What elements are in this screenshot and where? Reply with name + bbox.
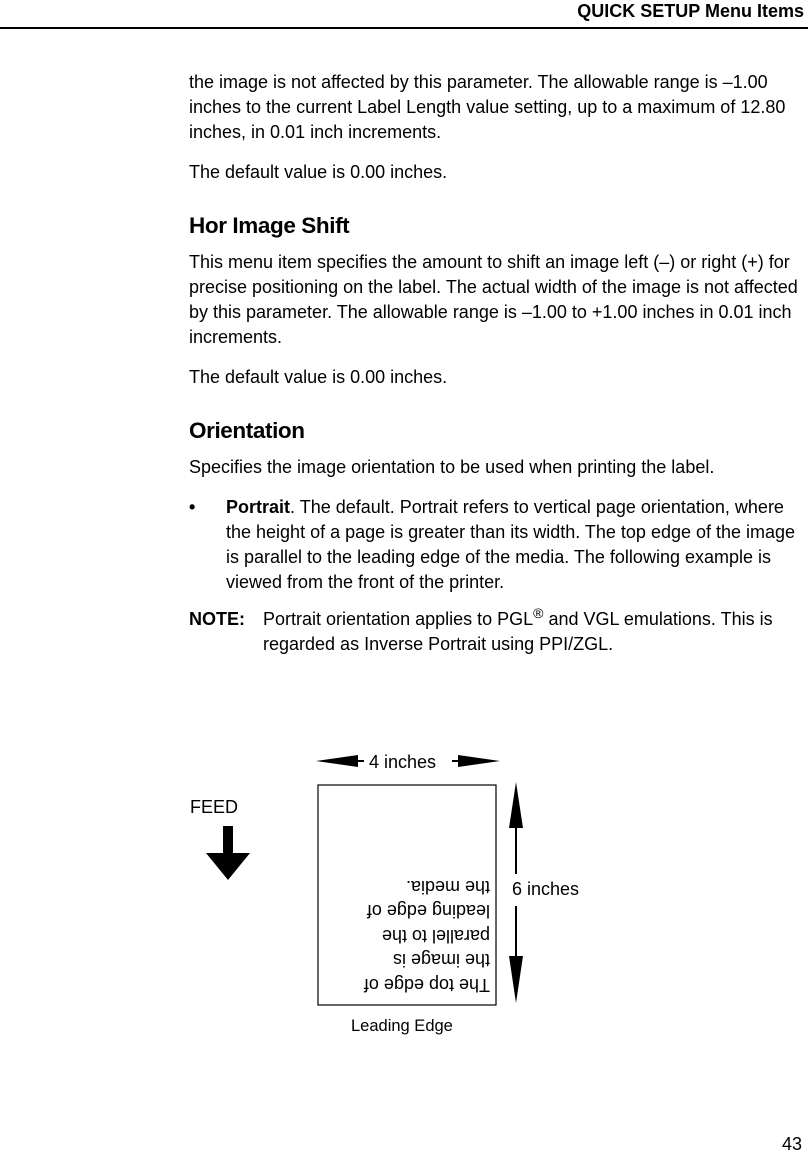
page-header-title: QUICK SETUP Menu Items xyxy=(577,1,804,21)
width-arrow-left-head xyxy=(316,755,358,767)
registered-mark: ® xyxy=(533,605,544,621)
feed-arrow-shaft xyxy=(223,826,233,856)
label-text-line: parallel to the xyxy=(381,926,490,946)
note-text-after: and VGL emulations. This is regarded as Inverse Portrait using PPI/ZGL. xyxy=(263,609,773,654)
hor-image-shift-paragraph: This menu item specifies the amount to shift an image left (–) or right (+) for precise positioning on the label. The actual width of the image is not affected by this parameter. The allowable range is –1.00 to +1.00 inches in 0.01 inch increments. xyxy=(189,252,798,347)
note-text-before: Portrait orientation applies to PGL xyxy=(263,609,534,629)
orientation-heading: Orientation xyxy=(189,418,305,443)
height-label: 6 inches xyxy=(512,879,580,899)
label-text-line: The top edge of xyxy=(363,975,490,995)
orientation-paragraph: Specifies the image orientation to be used when printing the label. xyxy=(189,457,715,477)
width-arrow-right-head xyxy=(458,755,500,767)
intro-default-text: The default value is 0.00 inches. xyxy=(189,162,448,182)
height-arrow-down-head xyxy=(509,956,523,1003)
width-label: 4 inches xyxy=(369,752,437,772)
hor-image-shift-heading: Hor Image Shift xyxy=(189,213,350,238)
note-label: NOTE: xyxy=(189,609,245,629)
label-text-line: the image is xyxy=(392,950,490,971)
feed-label: FEED xyxy=(190,797,239,817)
hor-image-shift-default-text: The default value is 0.00 inches. xyxy=(189,367,448,387)
feed-arrow-head xyxy=(206,853,250,880)
bullet-symbol: • xyxy=(189,497,196,517)
leading-edge-label: Leading Edge xyxy=(351,1017,453,1035)
height-arrow-up-head xyxy=(509,782,523,828)
page-number: 43 xyxy=(781,1134,802,1154)
portrait-description: . The default. Portrait refers to vertical page orientation, where the height of a page is greater than its width. The top edge of the image is parallel to the leading edge of the media. The following example is viewed from the front of the printer. xyxy=(226,497,796,592)
label-rotated-text xyxy=(318,785,496,1005)
intro-paragraph: the image is not affected by this parameter. The allowable range is –1.00 inches to the current Label Length value setting, up to a maximum of 12.80 inches, in 0.01 inch increments. xyxy=(189,72,786,142)
label-text-line: the media. xyxy=(405,877,490,897)
label-text-line: leading edge of xyxy=(366,901,490,922)
portrait-term: Portrait xyxy=(226,497,291,517)
